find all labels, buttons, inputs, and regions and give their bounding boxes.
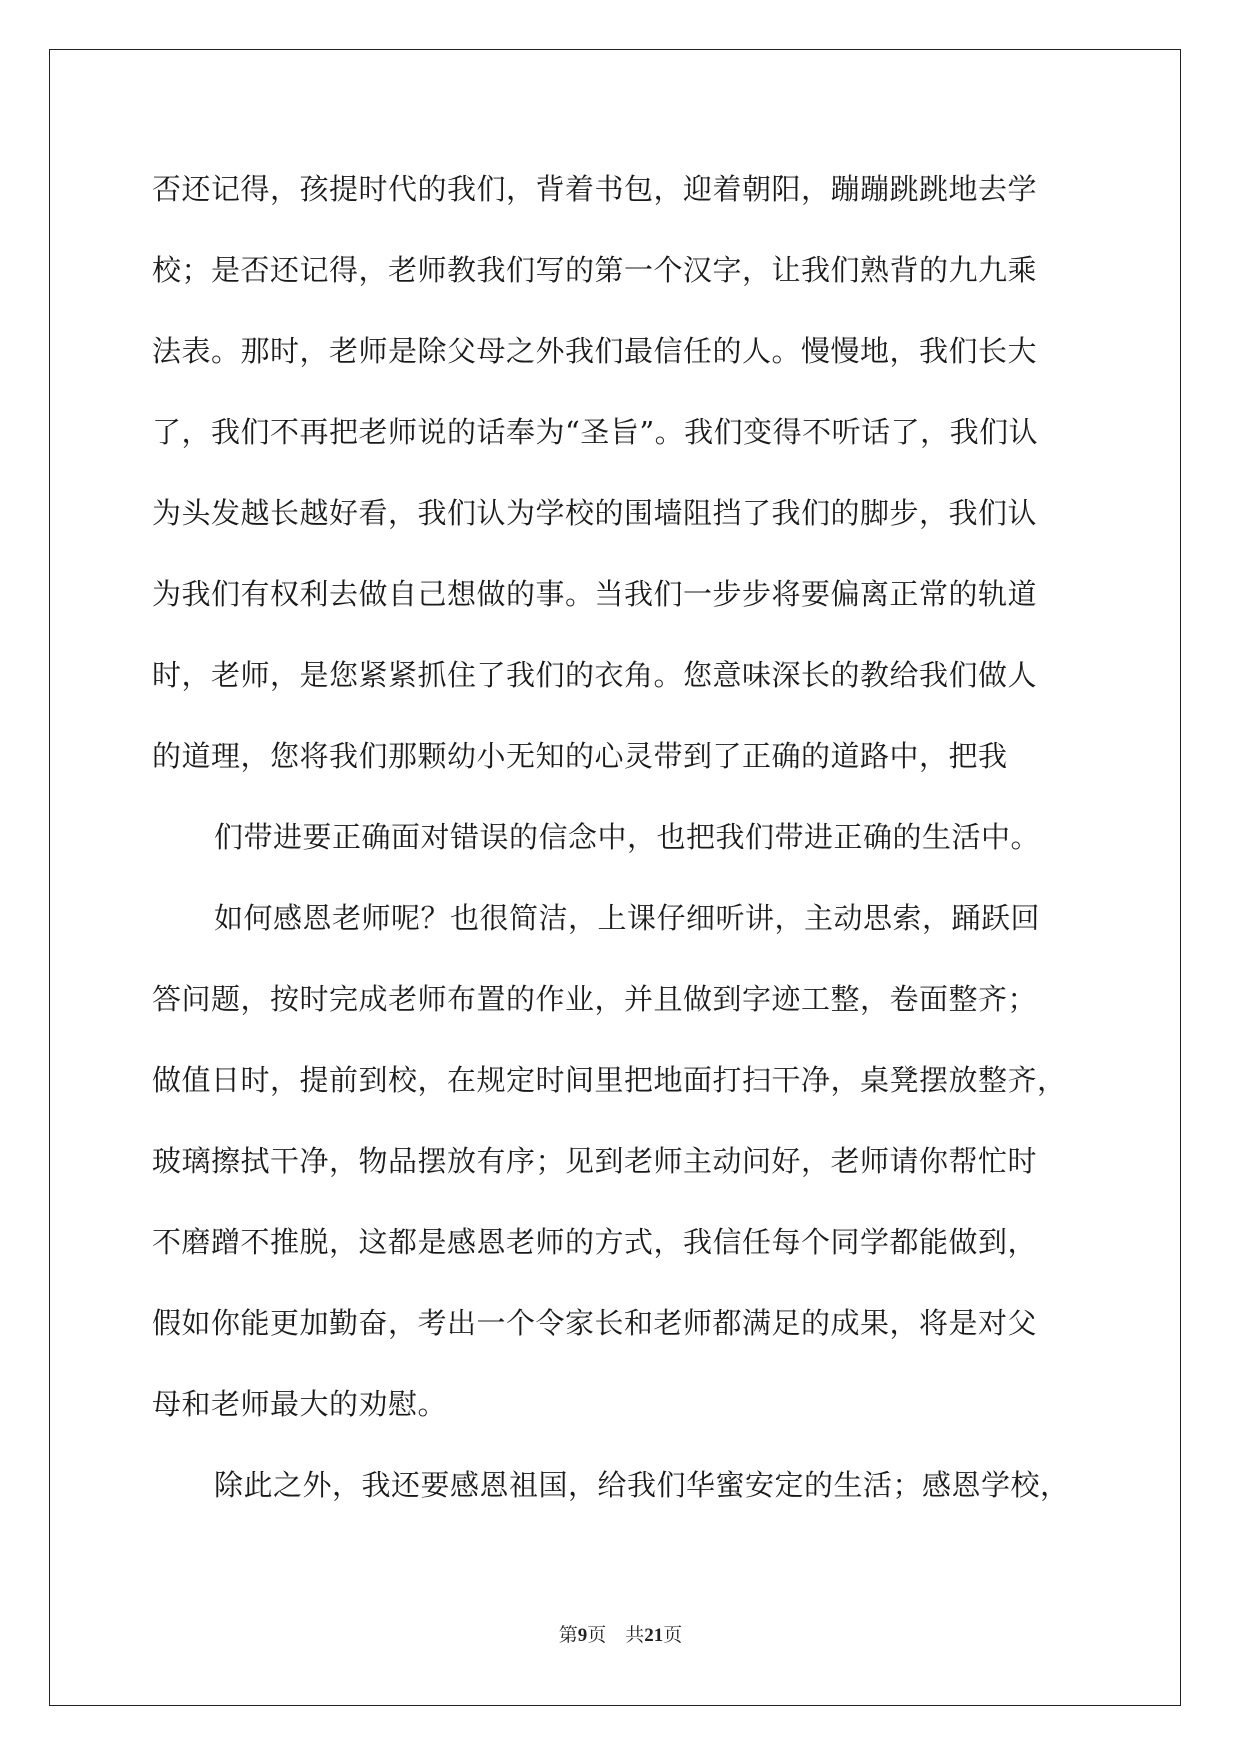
footer-prefix: 第 bbox=[558, 1625, 578, 1646]
text-line: 了，我们不再把老师说的话奉为“圣旨”。我们变得不听话了，我们认 bbox=[152, 415, 1039, 449]
text-line: 法表。那时，老师是除父母之外我们最信任的人。慢慢地，我们长大 bbox=[152, 334, 1038, 368]
document-body bbox=[152, 160, 1112, 1537]
page-footer bbox=[0, 1620, 1241, 1647]
text-line: 为头发越长越好看，我们认为学校的围墙阻挡了我们的脚步，我们认 bbox=[152, 496, 1038, 530]
text-line: 母和老师最大的劝慰。 bbox=[152, 1387, 448, 1421]
text-line: 的道理，您将我们那颗幼小无知的心灵带到了正确的道路中，把我 bbox=[152, 739, 1008, 773]
text-line: 答问题，按时完成老师布置的作业，并且做到字迹工整，卷面整齐； bbox=[152, 982, 1038, 1016]
text-line: 假如你能更加勤奋，考出一个令家长和老师都满足的成果，将是对父 bbox=[152, 1306, 1038, 1340]
text-line: 不磨蹭不推脱，这都是感恩老师的方式，我信任每个同学都能做到， bbox=[152, 1225, 1038, 1259]
footer-page-suffix: 页 bbox=[587, 1625, 607, 1646]
text-line: 除此之外，我还要感恩祖国，给我们华蜜安定的生活；感恩学校， bbox=[214, 1468, 1070, 1502]
text-line: 否还记得，孩提时代的我们，背着书包，迎着朝阳，蹦蹦跳跳地去学 bbox=[152, 172, 1038, 206]
text-line: 如何感恩老师呢？也很简洁，上课仔细听讲，主动思索，踊跃回 bbox=[214, 901, 1041, 935]
text-line: 时，老师，是您紧紧抓住了我们的衣角。您意味深长的教给我们做人 bbox=[152, 658, 1038, 692]
text-line: 做值日时，提前到校，在规定时间里把地面打扫干净，桌凳摆放整齐， bbox=[152, 1063, 1067, 1097]
footer-total-pages: 21 bbox=[644, 1625, 664, 1646]
footer-total-suffix: 页 bbox=[663, 1625, 683, 1646]
text-line: 玻璃擦拭干净，物品摆放有序；见到老师主动问好，老师请你帮忙时 bbox=[152, 1144, 1038, 1178]
text-line: 们带进要正确面对错误的信念中，也把我们带进正确的生活中。 bbox=[214, 820, 1041, 854]
text-line: 校；是否还记得，老师教我们写的第一个汉字，让我们熟背的九九乘 bbox=[152, 253, 1038, 287]
text-line: 为我们有权利去做自己想做的事。当我们一步步将要偏离正常的轨道 bbox=[152, 577, 1038, 611]
footer-page-number: 9 bbox=[577, 1625, 588, 1646]
footer-total-prefix: 共 bbox=[625, 1625, 645, 1646]
